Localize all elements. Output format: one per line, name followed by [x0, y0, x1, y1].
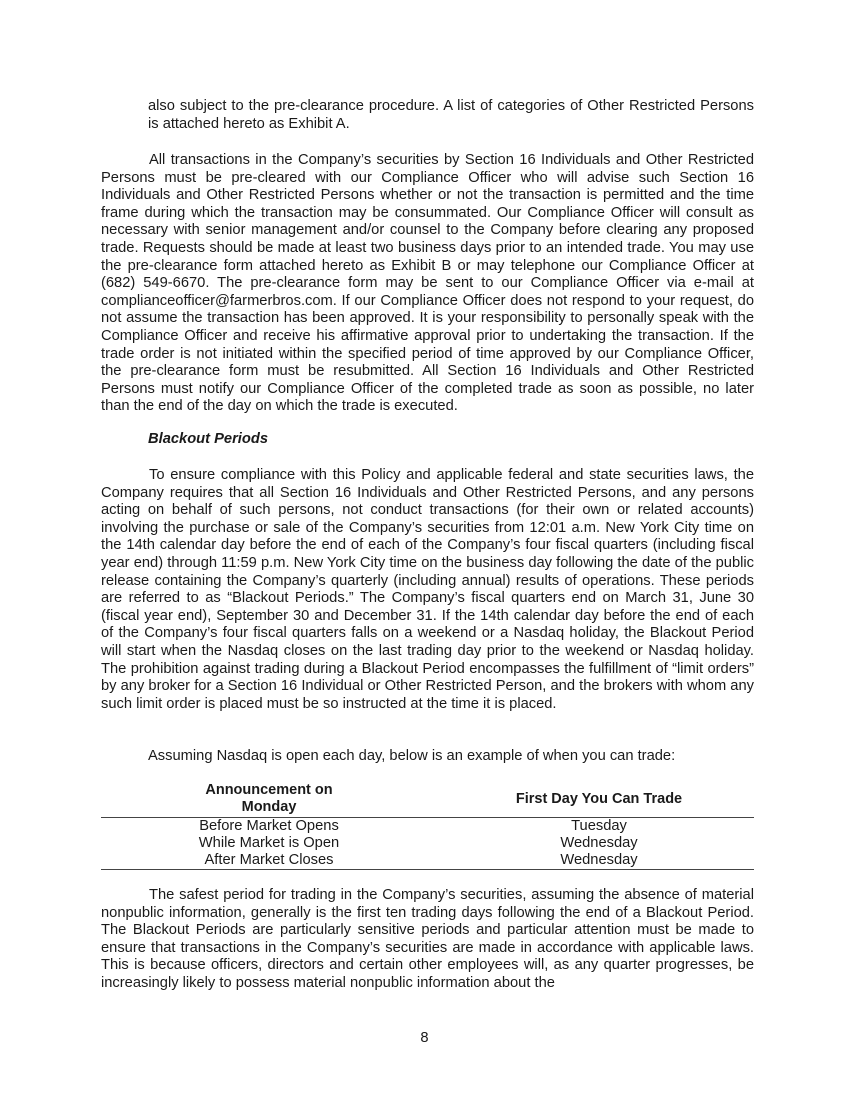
trading-example-table: [101, 780, 754, 870]
blackout-periods-heading: Blackout Periods: [148, 431, 268, 447]
safest-period-paragraph: The safest period for trading in the Company’s securities, assuming the absence of material nonpublic information, generally is the first ten trading days following the end of a Blackout Period. The Blackout Periods are particularly sensitive periods and particular attention must be made to ensure that transactions in the Company’s securities are made in accordance with applicable laws. This is because officers, directors and certain other employees will, as any quarter progresses, be increasingly likely to possess material nonpublic information about the: [101, 887, 754, 991]
table-cell: Before Market Opens: [199, 818, 339, 834]
table-row: [101, 818, 754, 835]
table-cell: Tuesday: [571, 818, 627, 834]
table-row: [101, 852, 754, 869]
table-cell: While Market is Open: [198, 835, 340, 851]
preclearance-paragraph: All transactions in the Company’s securities by Section 16 Individuals and Other Restricted Persons must be pre-cleared with our Compliance Officer who will advise such Section 16 Individuals and Other Restricted Persons whether or not the transaction is permitted and the time frame during which the transaction may be consummated. Our Compliance Officer will consult as necessary with senior management and/or counsel to the Company before clearing any proposed trade. Requests should be made at least two business days prior to an intended trade. You may use the pre-clearance form attached hereto as Exhibit B or may telephone our Compliance Officer at (682) 549-6670. The pre-clearance form may be sent to our Compliance Officer via e-mail at complianceofficer@farmerbros.com. If our Compliance Officer does not respond to your request, do not assume the transaction has been approved. It is your responsibility to personally speak with the Compliance Officer and receive his affirmative approval prior to undertaking the transaction. If the trade order is not initiated within the specified period of time approved by our Compliance Officer, the pre-clearance form must be resubmitted. All Section 16 Individuals and Other Restricted Persons must notify our Compliance Officer of the completed trade as soon as possible, no later than the end of the day on which the trade is executed.: [101, 152, 754, 415]
table-bottom-rule: [101, 869, 754, 870]
page-number: 8: [420, 1030, 429, 1046]
header-first-trade-day: First Day You Can Trade: [515, 791, 683, 807]
table-header: [101, 780, 754, 818]
example-intro-paragraph: Assuming Nasdaq is open each day, below is an example of when you can trade:: [148, 748, 676, 764]
continuation-paragraph: also subject to the pre-clearance procedure. A list of categories of Other Restricted Persons is attached hereto as Exhibit A.: [148, 98, 754, 132]
blackout-periods-paragraph: To ensure compliance with this Policy and applicable federal and state securities laws, the Company requires that all Section 16 Individuals and Other Restricted Persons, and any persons acting on behalf of such persons, not conduct transactions (for their own or related accounts) involving the purchase or sale of the Company’s securities from 12:01 a.m. New York City time on the 14th calendar day before the end of each of the Company’s four fiscal quarters (including fiscal year end) through 11:59 p.m. New York City time on the business day following the date of the public release containing the Company’s quarterly (including annual) results of operations. These periods are referred to as “Blackout Periods.” The Company’s fiscal quarters end on March 31, June 30 (fiscal year end), September 30 and December 31. If the 14th calendar day before the end of each of the Company’s four fiscal quarters falls on a weekend or a Nasdaq holiday, the Blackout Period will start when the Nasdaq closes on the last trading day prior to the weekend or Nasdaq holiday. The prohibition against trading during a Blackout Period encompasses the fulfillment of “limit orders” by any broker for a Section 16 Individual or Other Restricted Person, and the brokers with whom any such limit order is placed must be so instructed at the time it is placed.: [101, 467, 754, 712]
header-announcement: Announcement on Monday: [205, 782, 333, 815]
table-cell: Wednesday: [560, 852, 638, 868]
table-cell: After Market Closes: [204, 852, 334, 868]
table-cell: Wednesday: [560, 835, 638, 851]
table-row: [101, 835, 754, 852]
